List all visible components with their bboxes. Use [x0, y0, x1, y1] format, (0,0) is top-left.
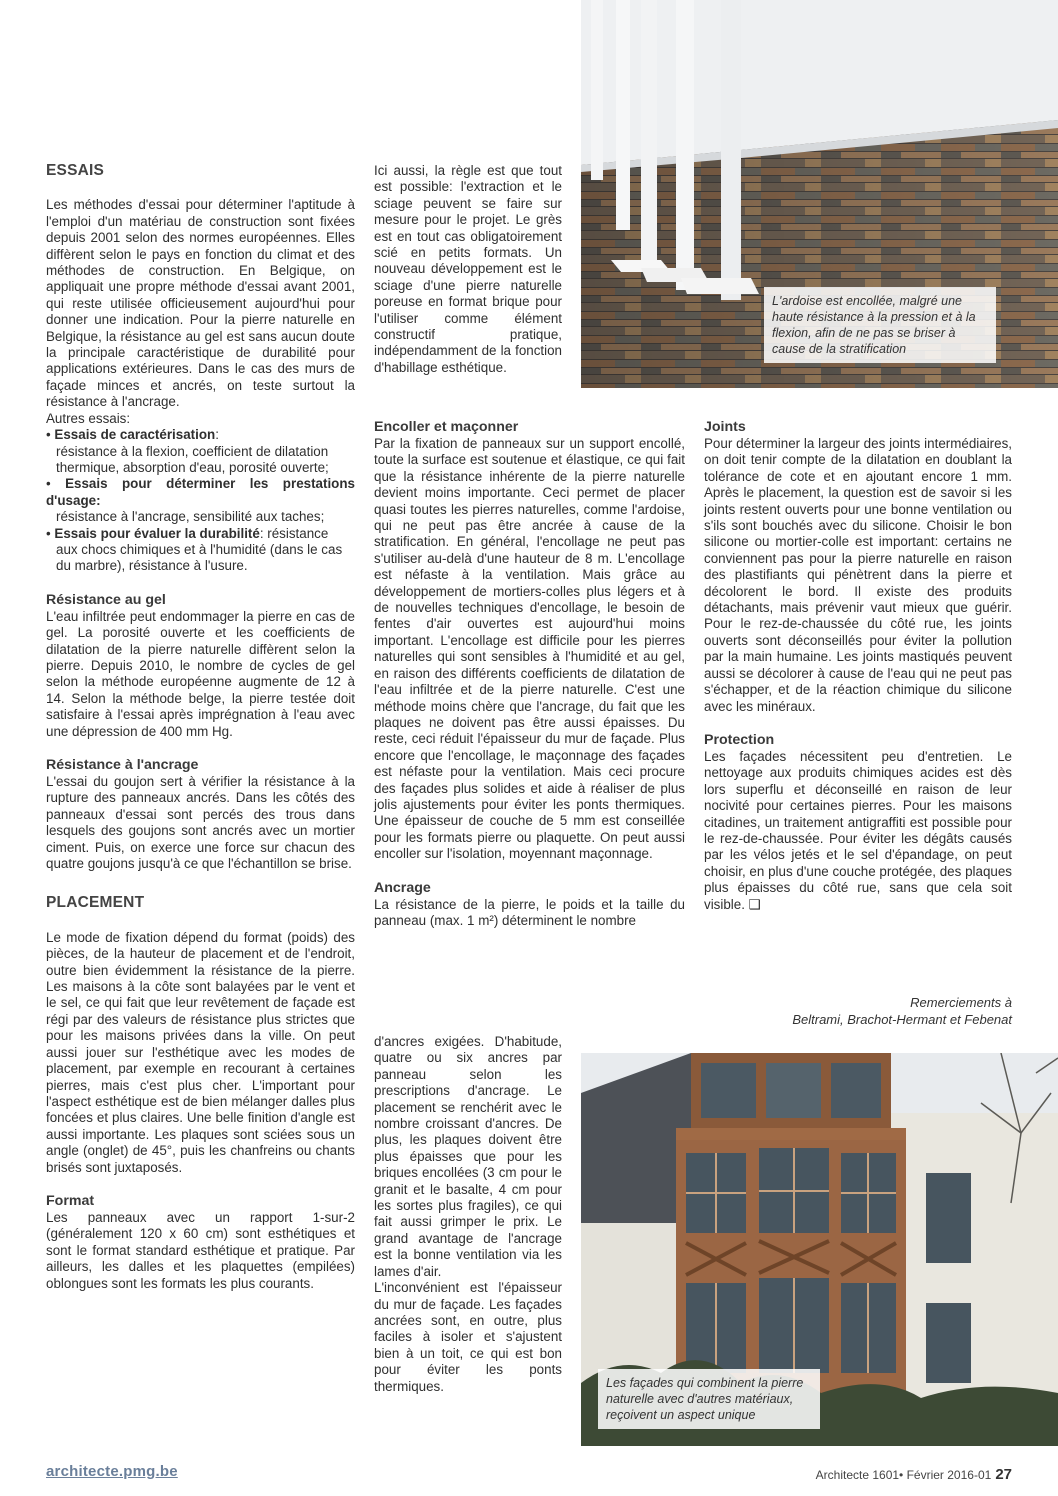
intro-paragraph: Ici aussi, la règle est que tout est possible: l'extraction et le sciage peuvent se faire sur mesure pour le projet. Le grès est en tout cas obligatoirement scié en petits formats. Un nouveau développement est le sciage d'une pierre naturelle poreuse en format brique pour l'utiliser comme élément constructif pratique, indépendamment de la fonction d'habillage esthétique.	[374, 163, 562, 375]
thanks-line: Remerciements à	[910, 995, 1012, 1010]
subsection-title-format: Format	[46, 1192, 95, 1209]
ancrage-resistance-paragraph: L'essai du goujon sert à vérifier la résistance à la rupture des panneaux ancrés. Dans les côtés des panneaux d'essai sont percés des trous dans lesquels des goujons sont ancrés avec un mortier ciment. Puis, on exerce une force sur chacun des quatre goujons jusqu'à ce que l'échantillon se brise.	[46, 774, 355, 872]
thanks-line: Beltrami, Brachot-Hermant et Febenat	[792, 1012, 1012, 1027]
bullet-rest: :	[215, 427, 219, 443]
joints-paragraph: Pour déterminer la largeur des joints intermédiaires, on doit tenir compte de la dilatation en doublant la tolérance de cote et en ajoutant encore 1 mm. Après le placement, la question est de savoir si les joints restent ouverts pour une bonne ventilation ou s'ils sont bouchés avec du silicone. Choisir le bon silicone ou mortier-colle est important: certains ne conviennent pas pour la pierre naturelle en raison des plastifiants qui pénètrent dans la pierre et décolorent le bord. Il existe des produits détachants, mais prévenir vaut mieux que guérir. Pour le rez-de-chaussée du côté rue, les joints ouverts sont déconseillés pour éviter la pollution par la main humaine. Les joints mastiqués peuvent aussi se décolorer à cause de l'eau qui ne peut pas s'échapper, et de la réaction chimique du silicone avec les minéraux.	[704, 436, 1012, 714]
list-item: • Essais de caractérisation: résistance à la flexion, coefficient de dilatation thermique, absorption d'eau, porosité ouverte;	[46, 427, 355, 476]
column-2-narrow	[374, 1034, 562, 1395]
bay-window-photo-caption: Les façades qui combinent la pierre naturelle avec d'autres matériaux, reçoivent un aspect unique	[598, 1369, 820, 1429]
subsection-title-ancrage: Ancrage	[374, 879, 431, 896]
essais-bullet-list	[46, 427, 355, 575]
column-2-top	[374, 163, 562, 376]
subsection-title-ancrage-resistance: Résistance à l'ancrage	[46, 757, 199, 773]
section-title-placement: PLACEMENT	[46, 894, 145, 912]
protection-paragraph: Les façades nécessitent peu d'entretien. Le nettoyage aux produits chimiques acides est dès lors superflu et déconseillé en raison de leur nocivité pour certaines pierres. Pour les maisons citadines, un traitement antigraffiti est possible pour le rez-de-chaussée. Pour éviter les dégâts causés par les vélos jetés et le sel d'épandage, on peut choisir, en plus d'une couche protégée, des plaques plus épaisses du côté rue, sans que cela soit visible. ❑	[704, 748, 1012, 912]
column-2	[374, 419, 685, 929]
issue-label: Architecte 1601• Février 2016-01	[815, 1468, 992, 1482]
placement-paragraph: Le mode de fixation dépend du format (poids) des pièces, de la hauteur de placement et de l'endroit, outre bien évidemment la résistance de la pierre. Les maisons à la côte sont balayées par le vent et le sel, ce qui fait que leur revêtement de façade est régi par des valeurs de résistance plus strictes que pour les maisons privées dans la ville. On peut aussi jouer sur l'esthétique avec les modes de placement, par exemple en recourant à certaines pierres, mais c'est plus cher. L'important pour l'aspect esthétique est de bien mélanger dalles plus foncées et plus claires. Une belle finition d'angle est aussi importante. Les plaques sont sciées sous un angle (onglet) de 45°, puis les chanfreins ou chants brisés sont juxtaposés.	[46, 929, 355, 1175]
page-number: 27	[995, 1466, 1012, 1483]
subsection-title-encoller: Encoller et maçonner	[374, 419, 519, 435]
ancrage-paragraph-intro: La résistance de la pierre, le poids et la taille du panneau (max. 1 m²) déterminent le nombre	[374, 896, 685, 928]
list-item: • Essais pour déterminer les prestations d'usage: résistance à l'ancrage, sensibilité aux taches;	[46, 476, 355, 525]
website-link[interactable]: architecte.pmg.be	[46, 1463, 178, 1480]
gel-paragraph: L'eau infiltrée peut endommager la pierre en cas de gel. La porosité ouverte et les coefficients de dilatation de la pierre naturelle diffèrent selon la pierre. Depuis 2010, le nombre de cycles de gel selon la méthode européenne augmente de 12 à 14. Selon la méthode belge, la pierre testée doit satisfaire à l'essai après imprégnation à l'eau avec une dépression de 400 mm Hg.	[46, 608, 355, 739]
section-title-essais: ESSAIS	[46, 162, 105, 179]
bullet-detail: aux chocs chimiques et à l'humidité (dans le cas du marbre), résistance à l'usure.	[56, 541, 343, 574]
page-footer	[816, 1466, 1012, 1483]
ancrage-paragraph-cons: L'inconvénient est l'épaisseur du mur de façade. Les façades ancrées sont, en outre, plus faciles à isoler et s'ajustent bien à un toit, ce qui est bon pour éviter les ponts thermiques.	[374, 1280, 562, 1394]
encoller-paragraph: Par la fixation de panneaux sur un support encollé, toute la surface est soutenue et élastique, ce qui fait que la résistance inhérente de la pierre naturelle devient moins importante. Ceci permet de placer quasi toutes les pierres naturelles, comme l'ardoise, qui ne peut pas être ancrée à cause de la stratification. En général, l'encollage ne peut pas s'utiliser au-delà d'une hauteur de 8 m. L'encollage est néfaste à la ventilation. Mais grâce au développement de mortiers-colles plus légers et à de nouvelles techniques d'encollage, le besoin de fentes d'air ouvertes est aujourd'hui moins important. L'encollage est difficile pour les pierres naturelles qui sont sensibles à l'humidité et au gel, en raison des différents coefficients de dilatation de l'eau infiltrée et de la pierre naturelle. C'est une méthode moins chère que l'ancrage, du fait que les plaques ne doivent pas être aussi épaisses. Du reste, ceci réduit l'épaisseur du mur de façade. Plus encore que l'encollage, le maçonnage des façades est néfaste pour la ventilation. Mais ceci procure des façades plus solides et aide à réaliser de plus jolis ajustements pour éviter les ponts thermiques. Une épaisseur de couche de 5 mm est conseillée pour les formats pierre ou plaquette. On peut aussi encoller sur l'isolation, moyennant maçonnage.	[374, 436, 685, 862]
autres-essais-label: Autres essais:	[46, 410, 131, 426]
bullet-detail: résistance à l'ancrage, sensibilité aux taches;	[56, 509, 325, 525]
column-3	[704, 419, 1012, 913]
subsection-title-protection: Protection	[704, 731, 775, 748]
slate-photo-caption: L'ardoise est encollée, malgré une haute résistance à la pression et à la flexion, afin de ne pas se briser à cause de la stratification	[764, 287, 996, 363]
ancrage-paragraph: d'ancres exigées. D'habitude, quatre ou six ancres par panneau selon les prescriptions d'ancrage. Le placement se renchérit avec le nombre croissant d'ancres. De plus, les plaques doivent être plus épaisses que pour les briques encollées (3 cm pour le granit et le basalte, 4 cm pour les sortes plus fragiles), ce qui fait aussi grimper le prix. Le grand avantage de l'ancrage est la bonne ventilation via les lames d'air.	[374, 1034, 562, 1279]
bullet-bold-label: Essais pour déterminer les prestations d'usage:	[46, 476, 355, 508]
bullet-bold-label: Essais de caractérisation	[54, 427, 216, 443]
bullet-bold-label: Essais pour évaluer la durabilité	[54, 525, 260, 541]
subsection-title-gel: Résistance au gel	[46, 591, 166, 608]
essais-paragraph: Les méthodes d'essai pour déterminer l'aptitude à l'emploi d'un matériau de construction sont fixées depuis 2001 selon des normes européennes. Elles diffèrent selon le pays en fonction du climat et des méthodes de construction. En Belgique, on appliquait une propre méthode d'essai avant 2001, qui reste utilisée officieusement aujourd'hui pour donner une indication. Pour la pierre naturelle en Belgique, la résistance au gel est sans aucun doute la principale caractéristique de durabilité pour applications extérieures. Dans le cas des murs de façade minces et ancrés, on teste surtout la résistance à l'ancrage.	[46, 197, 355, 410]
acknowledgements	[704, 994, 1012, 1028]
format-paragraph: Les panneaux avec un rapport 1-sur-2 (généralement 120 x 60 cm) sont esthétiques et sont le format standard esthétique et pratique. Par ailleurs, les dalles et les plaquettes (empilées) oblongues sont les formats les plus courants.	[46, 1209, 355, 1291]
bullet-detail: résistance à la flexion, coefficient de dilatation thermique, absorption d'eau, porosité ouverte;	[56, 443, 329, 475]
bullet-rest: : résistance	[259, 525, 329, 541]
column-1	[46, 163, 355, 1292]
subsection-title-joints: Joints	[704, 419, 746, 435]
list-item: • Essais pour évaluer la durabilité: résistance aux chocs chimiques et à l'humidité (dans le cas du marbre), résistance à l'usure.	[46, 526, 355, 575]
